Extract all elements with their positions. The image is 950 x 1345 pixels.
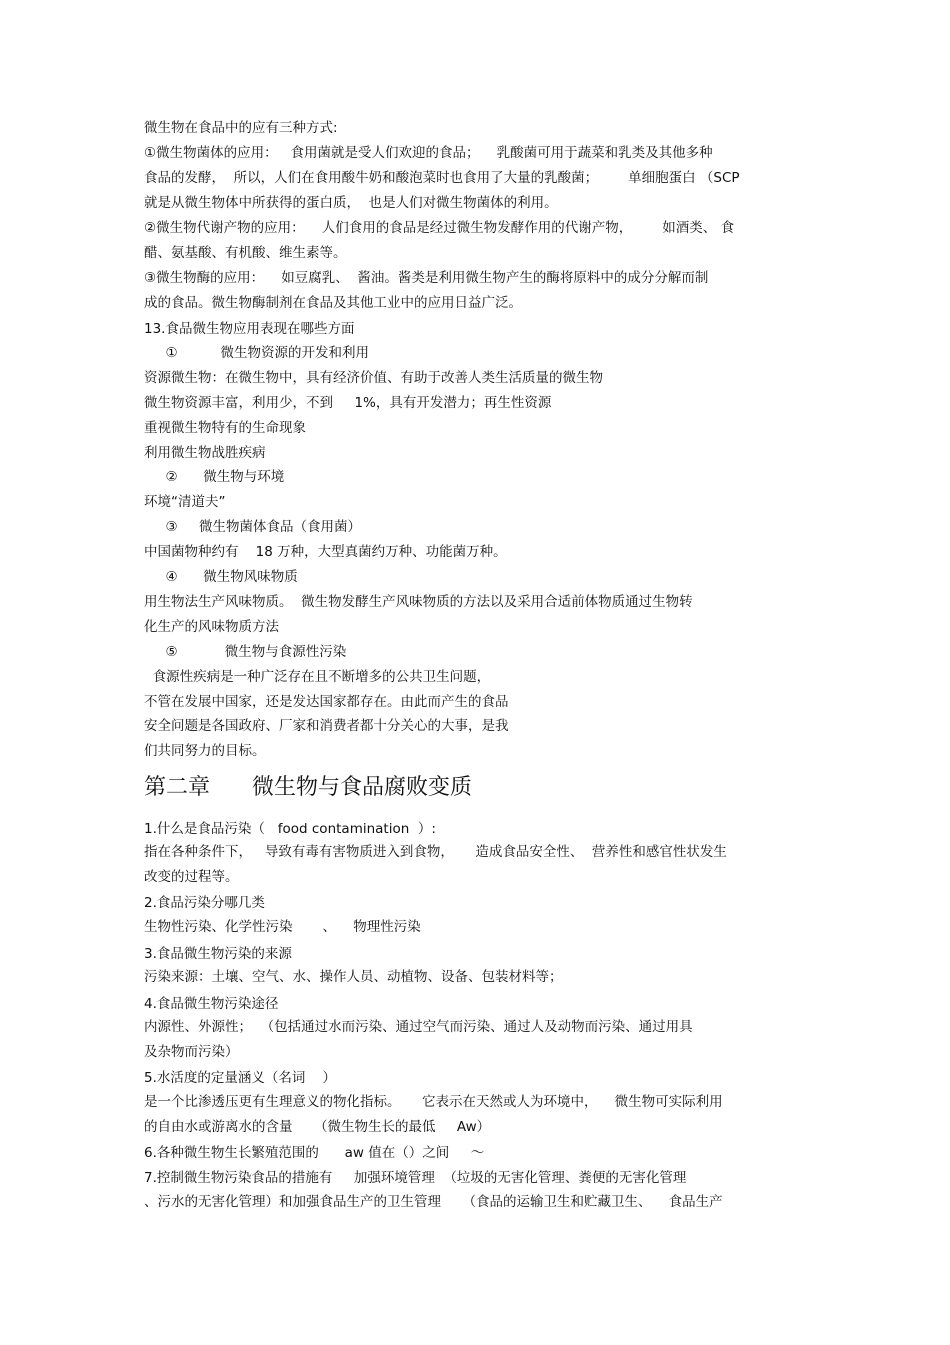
text-line: 化生产的风味物质方法 [144, 619, 279, 635]
text-line: 不管在发展中国家，还是发达国家都存在。由此而产生的食品 [144, 694, 509, 710]
text-line: 们共同努力的目标。 [144, 743, 266, 759]
text-line: 13.食品微生物应用表现在哪些方面 [144, 321, 355, 337]
text-line: ③ 微生物菌体食品（食用菌） [144, 519, 362, 535]
text-line: ② 微生物与环境 [144, 469, 285, 485]
text-line: ④ 微生物风味物质 [144, 569, 298, 585]
text-line: ⑤ 微生物与食源性污染 [144, 644, 347, 660]
text-line: 重视微生物特有的生命现象 [144, 420, 306, 436]
text-line: 3.食品微生物污染的来源 [144, 946, 292, 962]
text-line: 6.各种微生物生长繁殖范围的 aw 值在（）之间 ～ [144, 1145, 485, 1161]
text-line: 醋、氨基酸、有机酸、维生素等。 [144, 245, 347, 261]
text-line: 生物性污染、化学性污染 、 物理性污染 [144, 919, 421, 935]
text-line: 食品的发酵， 所以，人们在食用酸牛奶和酸泡菜时也食用了大量的乳酸菌； 单细胞蛋白 （SCP [144, 170, 740, 186]
text-line: ① 微生物资源的开发和利用 [144, 345, 369, 361]
text-line: 食源性疾病是一种广泛存在且不断增多的公共卫生问题， [144, 669, 491, 685]
text-line: 安全问题是各国政府、厂家和消费者都十分关心的大事，是我 [144, 718, 509, 734]
text-line: ③微生物酶的应用： 如豆腐乳、 酱油。酱类是利用微生物产生的酶将原料中的成分分解而制 [144, 270, 709, 286]
text-line: 1.什么是食品污染（ food contamination ）: [144, 821, 436, 837]
text-line: 是一个比渗透压更有生理意义的物化指标。 它表示在天然或人为环境中， 微生物可实际利用 [144, 1094, 723, 1110]
chapter-title: 第二章 微生物与食品腐败变质 [144, 775, 472, 800]
text-line: 、污水的无害化管理）和加强食品生产的卫生管理 （食品的运输卫生和贮藏卫生、 食品生产 [144, 1194, 723, 1210]
text-line: 利用微生物战胜疾病 [144, 445, 266, 461]
text-line: 中国菌物种约有 18 万种，大型真菌约万种、功能菌万种。 [144, 544, 507, 560]
text-line: 7.控制微生物污染食品的措施有 加强环境管理 （垃圾的无害化管理、粪便的无害化管理 [144, 1170, 687, 1186]
text-line: 内源性、外源性； （包括通过水而污染、通过空气而污染、通过人及动物而污染、通过用具 [144, 1019, 693, 1035]
text-line: 微生物资源丰富，利用少，不到 1%，具有开发潜力；再生性资源 [144, 395, 552, 411]
text-line: 就是从微生物体中所获得的蛋白质， 也是人们对微生物菌体的利用。 [144, 195, 558, 211]
text-line: 用生物法生产风味物质。 微生物发酵生产风味物质的方法以及采用合适前体物质通过生物转 [144, 594, 693, 610]
text-line: 环境“清道夫” [144, 494, 226, 510]
text-line: 的自由水或游离水的含量 （微生物生长的最低 Aw） [144, 1119, 491, 1135]
text-line: 改变的过程等。 [144, 869, 239, 885]
text-line: ①微生物菌体的应用： 食用菌就是受人们欢迎的食品； 乳酸菌可用于蔬菜和乳类及其他多种 [144, 145, 713, 161]
text-line: 成的食品。微生物酶制剂在食品及其他工业中的应用日益广泛。 [144, 295, 522, 311]
text-line: 微生物在食品中的应有三种方式: [144, 120, 338, 136]
text-line: ②微生物代谢产物的应用： 人们食用的食品是经过微生物发酵作用的代谢产物， 如酒类、 食 [144, 220, 735, 236]
text-line: 及杂物而污染） [144, 1044, 239, 1060]
text-line: 资源微生物：在微生物中，具有经济价值、有助于改善人类生活质量的微生物 [144, 370, 603, 386]
text-line: 4.食品微生物污染途径 [144, 996, 279, 1012]
text-line: 2.食品污染分哪几类 [144, 895, 265, 911]
text-line: 污染来源：土壤、空气、水、操作人员、动植物、设备、包装材料等； [144, 969, 563, 985]
text-line: 指在各种条件下， 导致有毒有害物质进入到食物， 造成食品安全性、 营养性和感官性状发生 [144, 844, 727, 860]
text-line: 5.水活度的定量涵义（名词 ） [144, 1070, 337, 1086]
